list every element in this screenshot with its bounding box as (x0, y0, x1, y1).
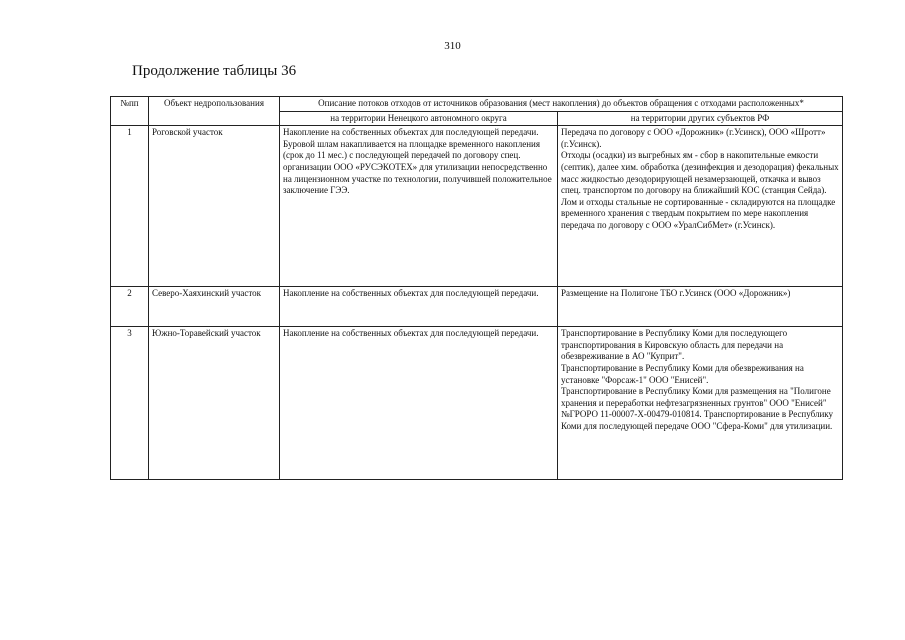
row-nao: Накопление на собственных объектах для последующей передачи. Буровой шлам накапливается на площадке временного накопления (срок до 11 мес.) с последующей передачей по договору спец. организации ООО «РУСЭКОТЕХ» для утилизации непосредственно на лицензионном участке по технологии, получившей положительное заключение ГЭЭ. (280, 126, 558, 287)
row-other-paragraph: Транспортирование в Республику Коми для размещения на "Полигоне хранения и переработки нефтезагрязненных грунтов" ООО "Енисей" №ГРОРО 11-00007-Х-00479-010814. Транспортирование в Республику Коми для последующей передаче ООО "Сфера-Коми" для утилизации. (561, 386, 834, 431)
row-other-paragraph: Лом и отходы стальные не сортированные - складируются на площадке временного хранения с твердым покрытием по мере накопления передача по договору с ООО «УралСибМет» (г.Усинск). (561, 196, 836, 230)
header-other: на территории других субъектов РФ (558, 111, 843, 126)
row-other-paragraph: Передача по договору с ООО «Дорожник» (г.Усинск), ООО «Шротт» (г.Усинск). (561, 127, 826, 149)
row-nao: Накопление на собственных объектах для последующей передачи. (280, 327, 558, 480)
row-num: 1 (111, 126, 149, 287)
row-object: Северо-Хаяхинский участок (149, 287, 280, 327)
row-other (558, 327, 843, 480)
header-object: Объект недропользования (149, 97, 280, 126)
page-number: 310 (444, 40, 461, 52)
table-header-row (111, 97, 843, 112)
row-object: Роговской участок (149, 126, 280, 287)
row-other-paragraph: Отходы (осадки) из выгребных ям - сбор в накопительные емкости (септик), далее хим. обработка (дезинфекция и дезодорация) фекальных масс жидкостью дезодорирующей незамерзающей, откачка и вывоз спец. транспортом по договору на ближайший КОС (станция Сейда). (561, 150, 839, 196)
table-row (111, 287, 843, 327)
row-num: 3 (111, 327, 149, 480)
waste-flow-table (110, 96, 843, 480)
table-caption: Продолжение таблицы 36 (132, 63, 297, 79)
row-other-paragraph: Транспортирование в Республику Коми для последующего транспортирования в Кировскую область для передачи на обезвреживание в АО "Куприт". (561, 328, 788, 362)
table-row (111, 126, 843, 287)
header-nao: на территории Ненецкого автономного округа (280, 111, 558, 126)
row-other-paragraph: Размещение на Полигоне ТБО г.Усинск (ООО «Дорожник») (561, 288, 791, 299)
row-other-paragraph: Транспортирование в Республику Коми для обезвреживания на установке "Форсаж-1" ООО "Енисей". (561, 362, 804, 385)
row-num: 2 (111, 287, 149, 327)
row-object: Южно-Торавейский участок (149, 327, 280, 480)
row-other (558, 287, 843, 327)
header-description: Описание потоков отходов от источников образования (мест накопления) до объектов обращения с отходами расположенных* (280, 97, 843, 112)
table-row (111, 327, 843, 480)
row-other (558, 126, 843, 287)
header-num: №пп (111, 97, 149, 126)
row-nao: Накопление на собственных объектах для последующей передачи. (280, 287, 558, 327)
